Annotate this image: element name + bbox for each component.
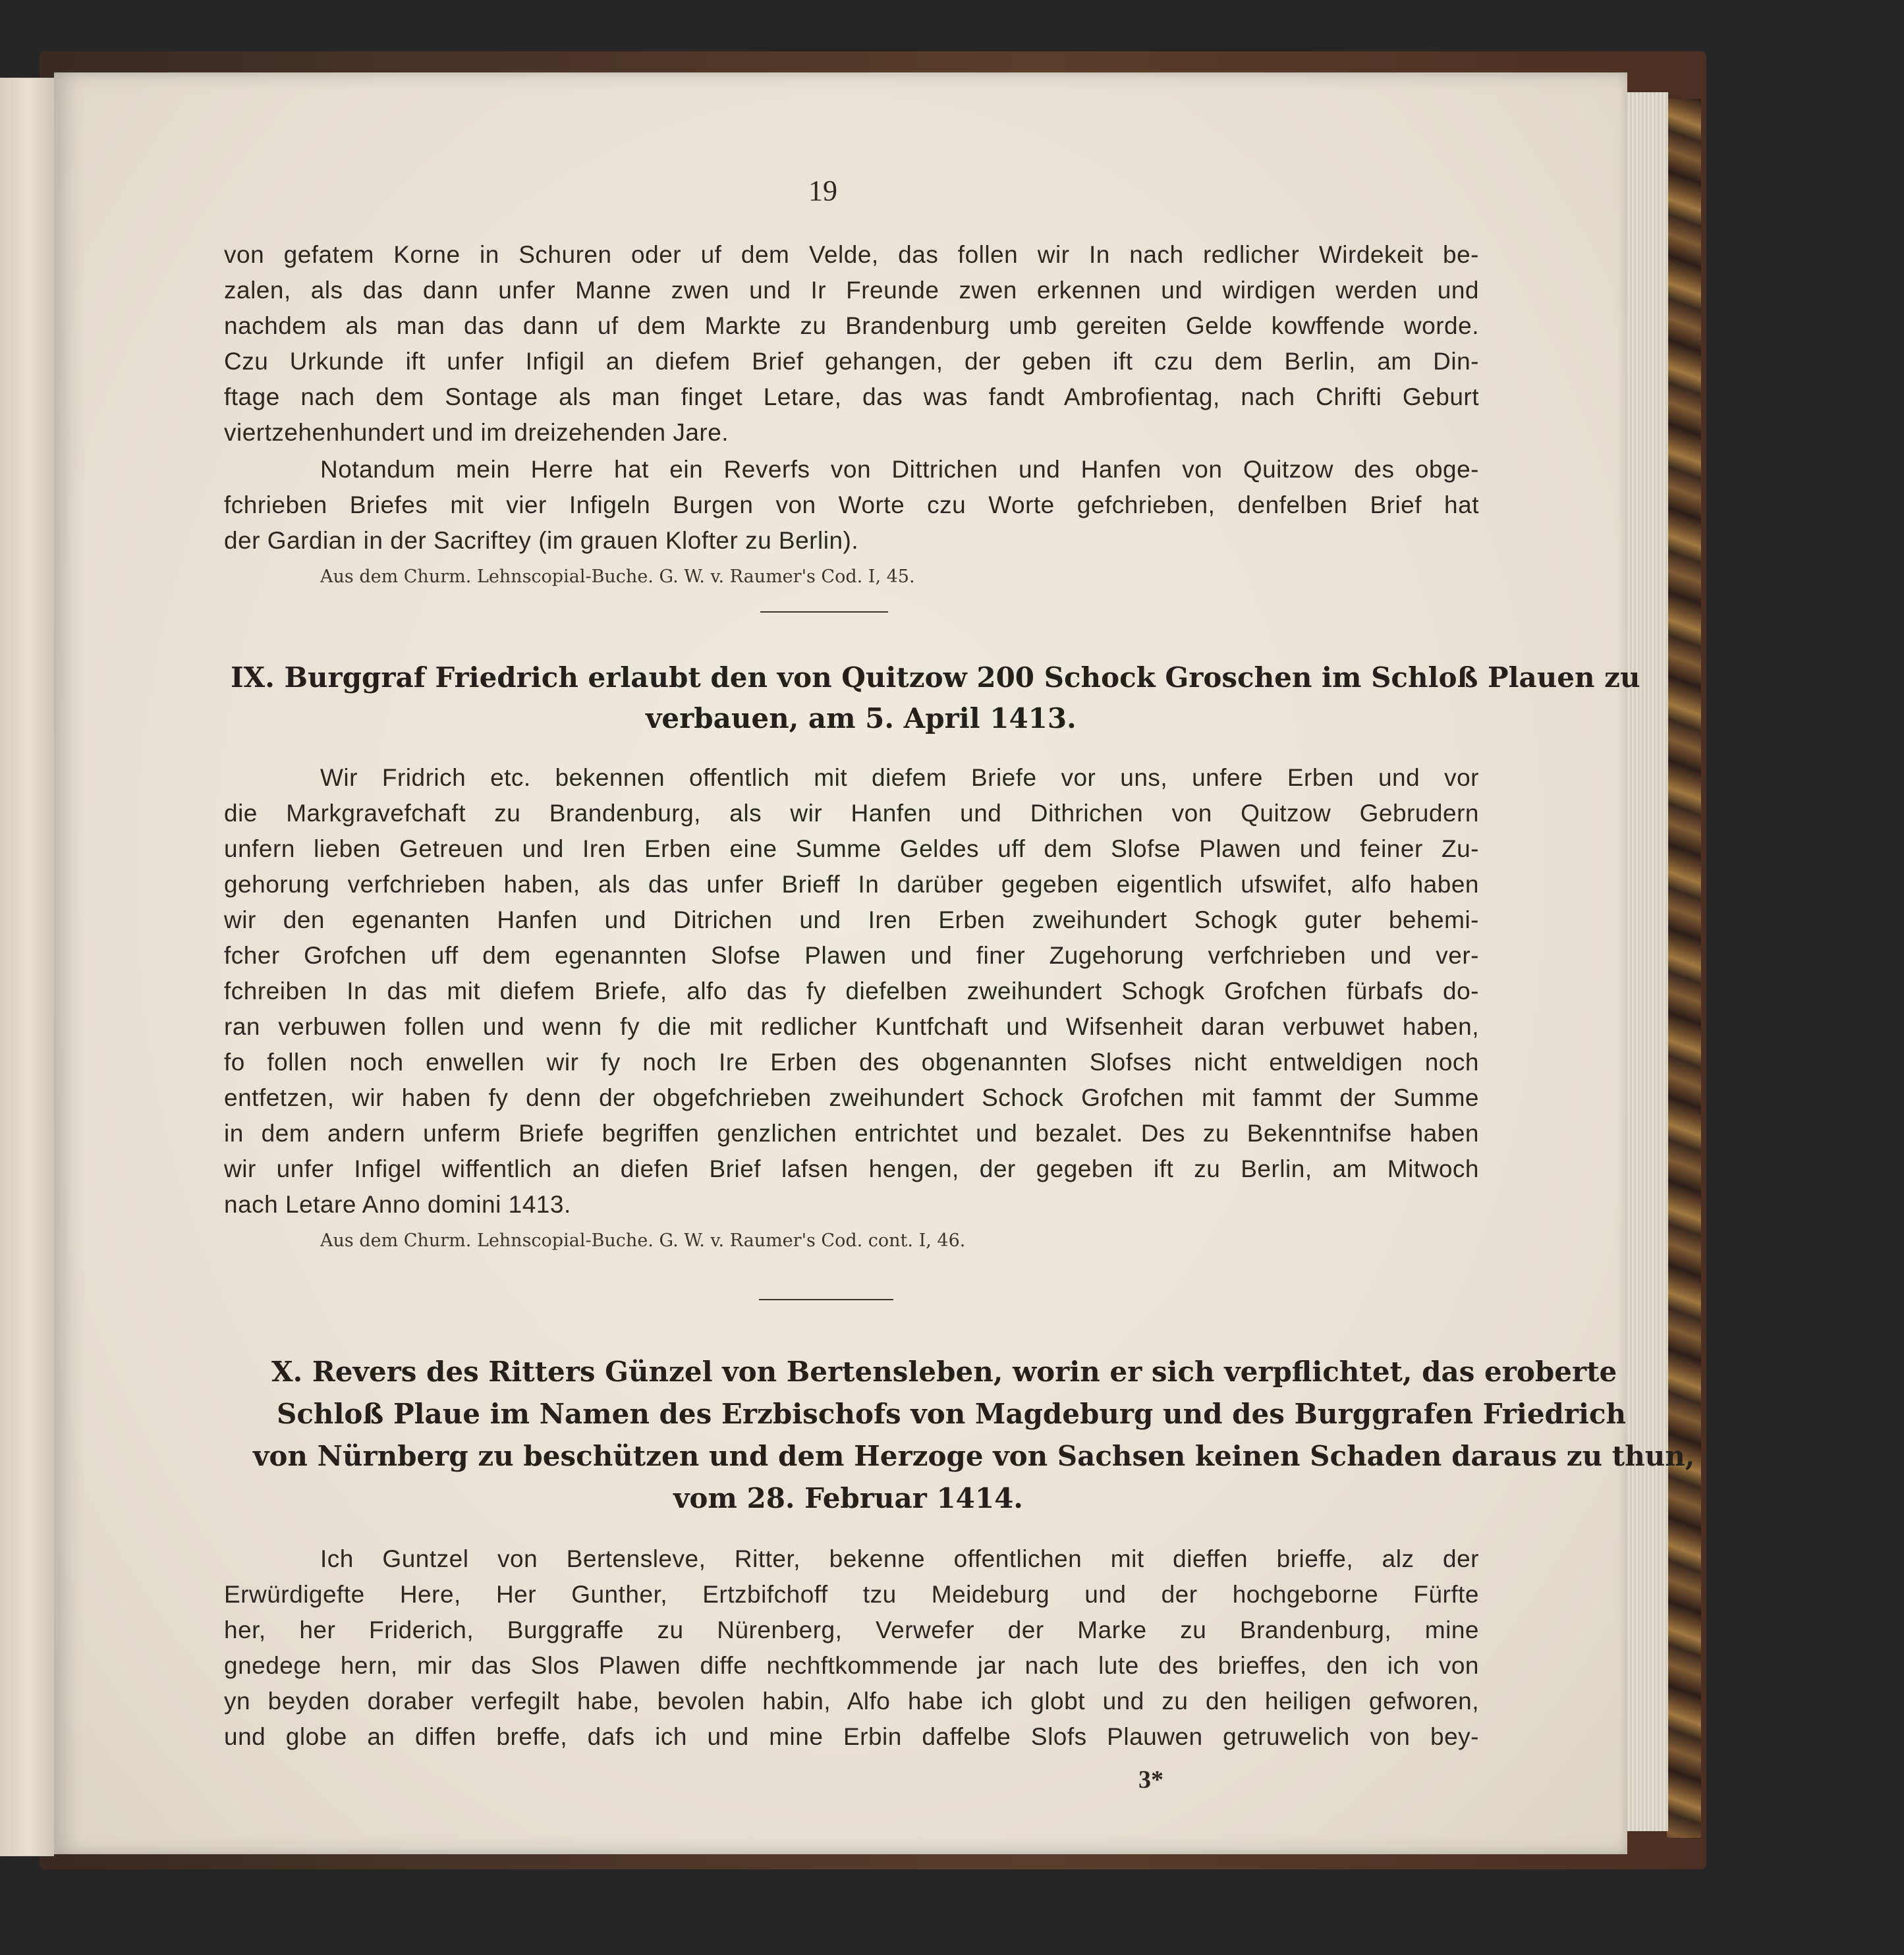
text-line: gnedege hern, mir das Slos Plawen diffe nechftkommende jar nach lute des brieffes, den ich von: [224, 1652, 1479, 1679]
section-divider: [760, 611, 888, 613]
text-line: her, her Friderich, Burggraffe zu Nürenberg, Verwefer der Marke zu Brandenburg, mine: [224, 1616, 1479, 1643]
text-line: ran verbuwen follen und wenn fy die mit redlicher Kuntfchaft und Wifsenheit daran verbuwet haben,: [224, 1013, 1479, 1040]
text-line: Wir Fridrich etc. bekennen offentlich mit diefem Briefe vor uns, unfere Erben und vor: [320, 764, 1479, 791]
text-line: ftage nach dem Sontage als man finget Letare, das was fandt Ambrofientag, nach Chrifti Geburt: [224, 383, 1479, 410]
section-heading: IX. Burggraf Friedrich erlaubt den von Quitzow 200 Schock Groschen im Schloß Plauen zu: [231, 661, 1640, 694]
text-line: in dem andern unferm Briefe begriffen genzlichen entrichtet und bezalet. Des zu Bekenntnifse haben: [224, 1120, 1479, 1147]
text-line: nach Letare Anno domini 1413.: [224, 1191, 571, 1218]
text-line: Erwürdigefte Here, Her Gunther, Ertzbifchoff tzu Meideburg und der hochgeborne Fürfte: [224, 1581, 1479, 1608]
section-heading: verbauen, am 5. April 1413.: [646, 702, 1077, 734]
text-line: die Markgravefchaft zu Brandenburg, als wir Hanfen und Dithrichen von Quitzow Gebrudern: [224, 800, 1479, 827]
text-line: Ich Guntzel von Bertensleve, Ritter, bekenne offentlichen mit dieffen brieffe, alz der: [320, 1545, 1479, 1572]
text-line: fo follen noch enwellen wir fy noch Ire Erben des obgenannten Slofses nicht entweldigen noch: [224, 1049, 1479, 1076]
text-line: von gefatem Korne in Schuren oder uf dem Velde, das follen wir In nach redlicher Wirdekeit be-: [224, 241, 1479, 268]
book-page: [54, 72, 1695, 1854]
left-page-edge: [0, 78, 54, 1856]
text-line: yn beyden doraber verfegilt habe, bevolen habin, Alfo habe ich globt und zu den heiligen gefworen,: [224, 1688, 1479, 1715]
text-line: wir unfer Infigel wiffentlich an diefen Brief lafsen hengen, der gegeben ift zu Berlin, am Mitwoch: [224, 1155, 1479, 1182]
text-line: Notandum mein Herre hat ein Reverfs von Dittrichen und Hanfen von Quitzow des obge-: [320, 456, 1479, 483]
page-number: 19: [808, 175, 837, 207]
text-line: viertzehenhundert und im dreizehenden Jare.: [224, 419, 729, 446]
text-line: gehorung verfchrieben haben, als das unfer Brieff In darüber gegeben eigentlich ufswifet, alfo haben: [224, 871, 1479, 898]
text-line: unfern lieben Getreuen und Iren Erben eine Summe Geldes uff dem Slofse Plawen und feiner Zu-: [224, 835, 1479, 862]
text-line: zalen, als das dann unfer Manne zwen und Ir Freunde zwen erkennen und wirdigen werden und: [224, 277, 1479, 304]
text-line: entfetzen, wir haben fy denn der obgefchrieben zweihundert Schock Grofchen mit fammt der Summe: [224, 1084, 1479, 1111]
source-citation: Aus dem Churm. Lehnscopial-Buche. G. W. v. Raumer's Cod. I, 45.: [320, 566, 915, 587]
marbled-cover-edge: [1667, 99, 1701, 1838]
signature-mark: 3*: [1138, 1766, 1163, 1794]
text-line: fchrieben Briefes mit vier Infigeln Burgen von Worte czu Worte gefchrieben, denfelben Brief hat: [224, 491, 1479, 518]
text-line: fcher Grofchen uff dem egenannten Slofse Plawen und finer Zugehorung verfchrieben und ver-: [224, 942, 1479, 969]
text-line: fchreiben In das mit diefem Briefe, alfo das fy diefelben zweihundert Schogk Grofchen fürbafs do-: [224, 978, 1479, 1005]
section-divider: [759, 1299, 893, 1300]
text-line: Czu Urkunde ift unfer Infigil an diefem Brief gehangen, der geben ift czu dem Berlin, am Din-: [224, 348, 1479, 375]
source-citation: Aus dem Churm. Lehnscopial-Buche. G. W. v. Raumer's Cod. cont. I, 46.: [320, 1230, 966, 1251]
text-line: wir den egenanten Hanfen und Ditrichen und Iren Erben zweihundert Schogk guter behemi-: [224, 906, 1479, 933]
text-line: nachdem als man das dann uf dem Markte zu Brandenburg umb gereiten Gelde kowffende worde.: [224, 312, 1479, 339]
section-heading: vom 28. Februar 1414.: [673, 1482, 1023, 1514]
section-heading: von Nürnberg zu beschützen und dem Herzoge von Sachsen keinen Schaden daraus zu thun,: [253, 1440, 1695, 1472]
section-heading: Schloß Plaue im Namen des Erzbischofs von Magdeburg und des Burggrafen Friedrich: [277, 1398, 1627, 1430]
page-block-edge: [1626, 92, 1668, 1831]
text-line: der Gardian in der Sacriftey (im grauen Klofter zu Berlin).: [224, 527, 859, 554]
section-heading: X. Revers des Ritters Günzel von Bertensleben, worin er sich verpflichtet, das eroberte: [271, 1356, 1617, 1388]
text-line: und globe an diffen breffe, dafs ich und mine Erbin daffelbe Slofs Plauwen getruwelich von bey-: [224, 1723, 1479, 1750]
